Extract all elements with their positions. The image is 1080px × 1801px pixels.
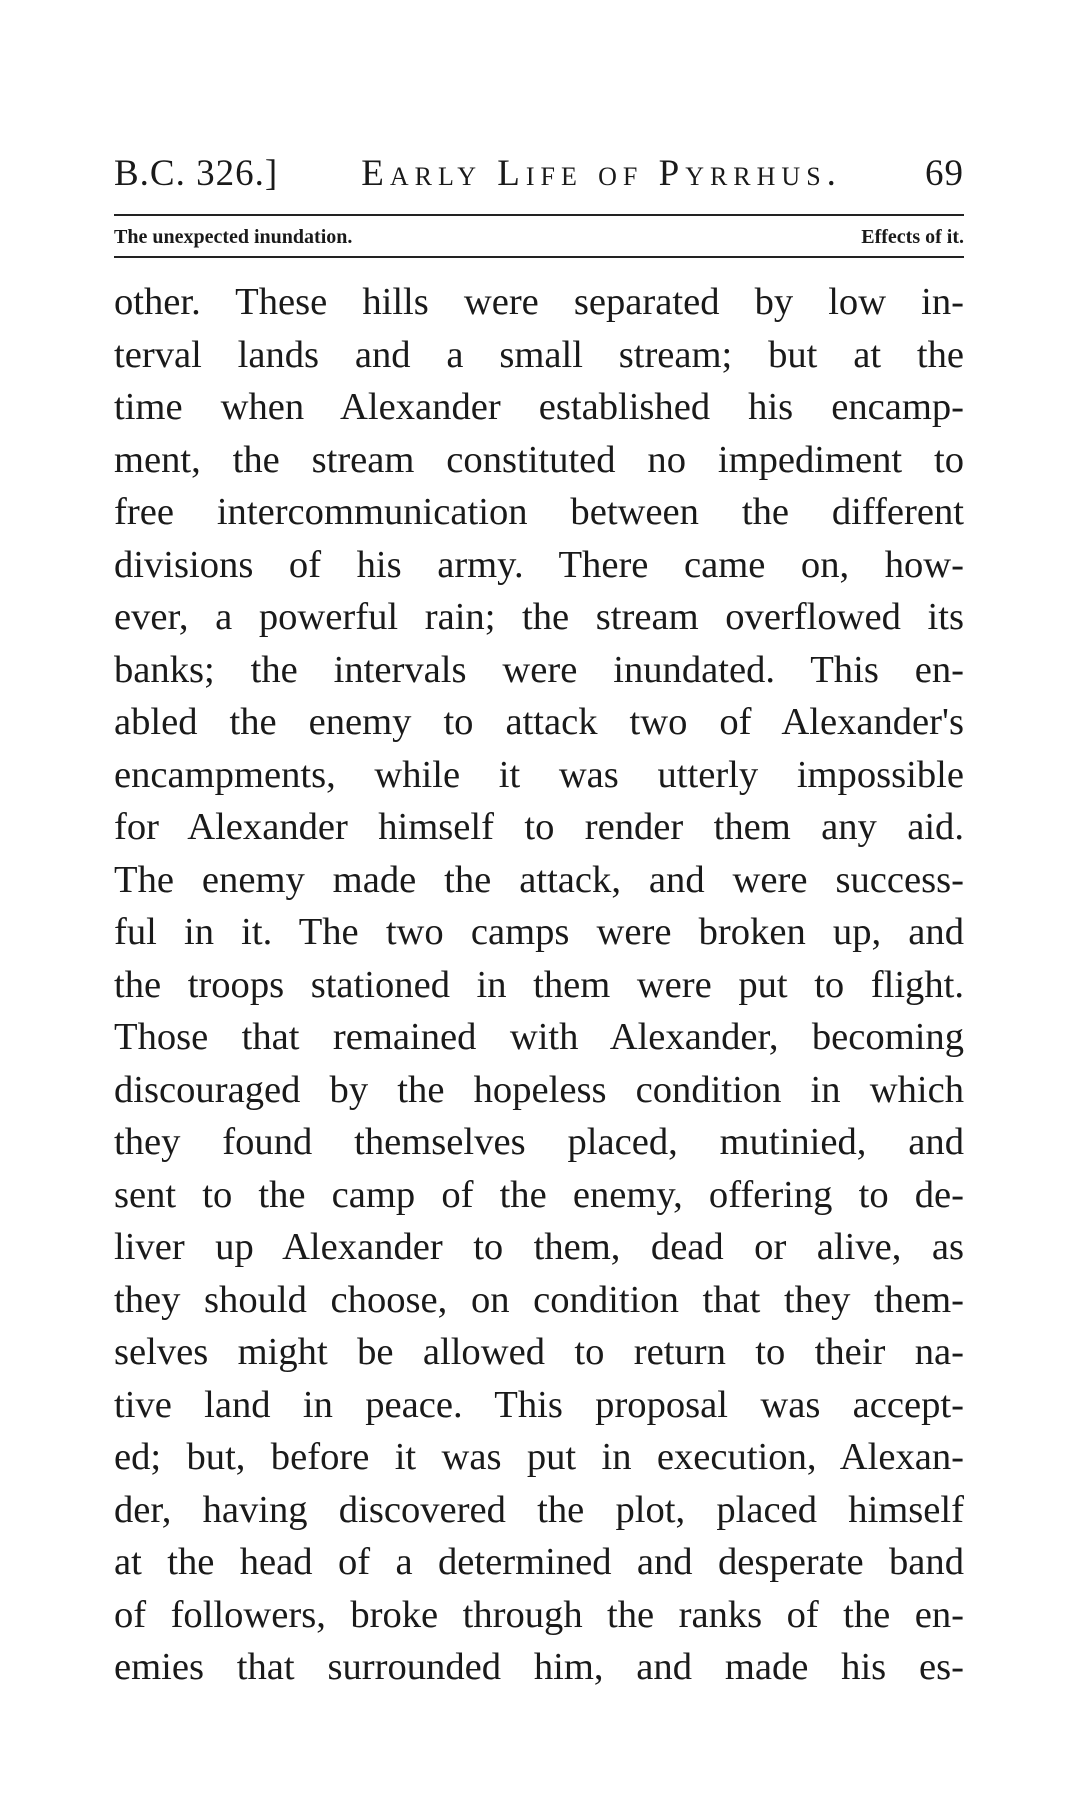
text-line: the troops stationed in them were put to flight. (114, 963, 964, 1006)
text-line: sent to the camp of the enemy, offering to de- (114, 1173, 964, 1216)
text-line: time when Alexander established his encamp- (114, 386, 964, 428)
text-line: divisions of his army. There came on, how- (114, 543, 964, 586)
book-page (114, 150, 964, 1694)
text-line: selves might be allowed to return to their na- (114, 1331, 964, 1373)
text-line: free intercommunication between the different (114, 491, 964, 533)
text-line: at the head of a determined and desperate band (114, 1541, 964, 1583)
text-line: Those that remained with Alexander, becoming (114, 1016, 964, 1058)
text-line: discouraged by the hopeless condition in which (114, 1068, 964, 1111)
text-line: banks; the intervals were inundated. This en- (114, 648, 964, 691)
text-line: ment, the stream constituted no impediment to (114, 438, 964, 481)
subheader-left: The unexpected inundation. (114, 226, 353, 248)
text-line: ever, a powerful rain; the stream overflowed its (114, 596, 964, 638)
body-text (114, 276, 964, 1694)
header-rule-bottom (114, 256, 964, 258)
text-line: tive land in peace. This proposal was accept- (114, 1383, 964, 1426)
text-line: The enemy made the attack, and were success- (114, 858, 964, 901)
header-title: Early Life of Pyrrhus. (361, 153, 842, 194)
text-line: other. These hills were separated by low in- (114, 281, 964, 323)
text-line: terval lands and a small stream; but at the (114, 333, 964, 376)
text-line: they should choose, on condition that they them- (114, 1278, 964, 1321)
text-line: for Alexander himself to render them any aid. (114, 806, 964, 848)
text-line: ful in it. The two camps were broken up, and (114, 911, 964, 953)
text-line: der, having discovered the plot, placed himself (114, 1488, 964, 1531)
subheader-right: Effects of it. (861, 226, 964, 248)
text-line: encampments, while it was utterly impossible (114, 753, 964, 796)
text-line: of followers, broke through the ranks of the en- (114, 1593, 964, 1636)
text-line: emies that surrounded him, and made his es- (114, 1646, 964, 1688)
header-date: B.C. 326.] (114, 153, 279, 194)
page-number: 69 (924, 153, 964, 194)
text-line: liver up Alexander to them, dead or alive, as (114, 1226, 964, 1268)
running-head (114, 150, 964, 202)
subheader (114, 216, 964, 256)
text-line: abled the enemy to attack two of Alexander's (114, 701, 964, 743)
text-line: they found themselves placed, mutinied, and (114, 1121, 964, 1163)
text-line: ed; but, before it was put in execution, Alexan- (114, 1436, 964, 1478)
